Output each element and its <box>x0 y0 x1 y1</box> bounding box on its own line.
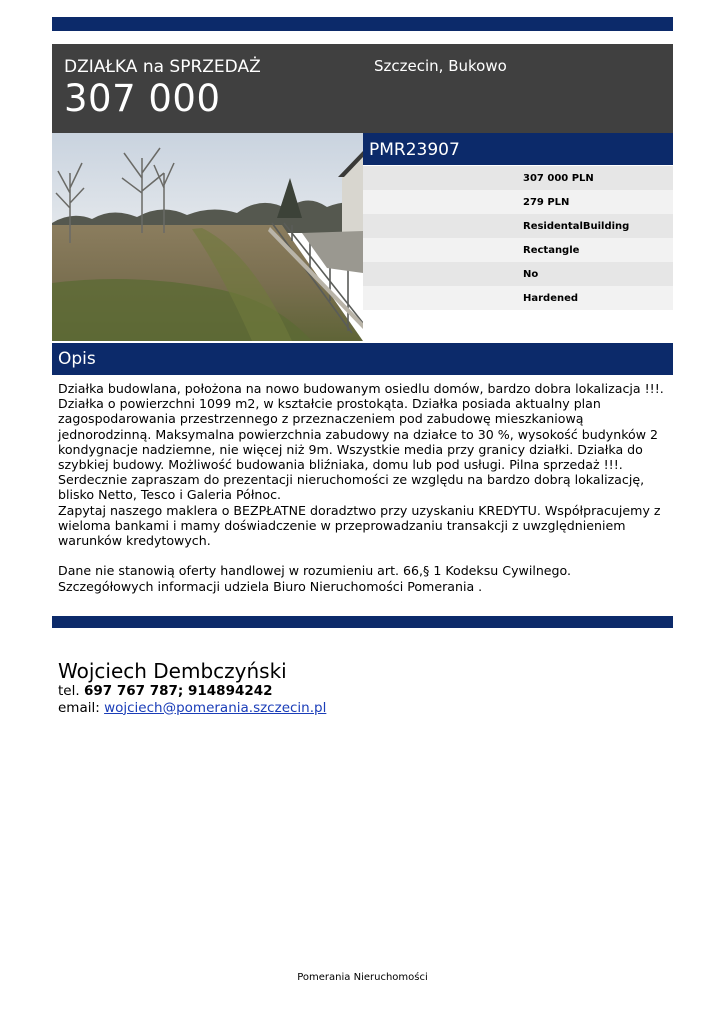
param-row <box>363 166 673 190</box>
offer-type: DZIAŁKA na SPRZEDAŻ <box>64 57 261 77</box>
divider-bar <box>52 616 673 628</box>
agent-name: Wojciech Dembczyński <box>58 659 287 683</box>
property-photo <box>52 133 363 341</box>
offer-ref-header <box>363 133 673 165</box>
param-value: No <box>523 269 539 280</box>
param-row <box>363 238 673 262</box>
description-title: Opis <box>58 349 96 369</box>
phone-label: tel. <box>58 683 80 699</box>
disclaimer: Dane nie stanowią oferty handlowej w rozumieniu art. 66,§ 1 Kodeksu Cywilnego. Szczegółowych informacji udziela Biuro Nieruchomości Pomerania . <box>58 563 572 594</box>
param-value: Hardened <box>523 293 579 304</box>
description-header <box>52 343 673 375</box>
param-row <box>363 214 673 238</box>
param-row <box>363 262 673 286</box>
param-value: ResidentalBuilding <box>523 221 630 232</box>
param-value: 307 000 PLN <box>523 173 594 184</box>
offer-params-table <box>363 166 673 310</box>
agent-email-link[interactable]: wojciech@pomerania.szczecin.pl <box>104 699 327 716</box>
offer-price: 307 000 <box>64 77 221 120</box>
email-label: email: <box>58 699 100 716</box>
offer-location: Szczecin, Bukowo <box>374 57 507 75</box>
offer-header <box>52 44 673 133</box>
offer-ref: PMR23907 <box>369 140 460 160</box>
description-body <box>58 381 670 594</box>
param-row <box>363 286 673 310</box>
param-value: Rectangle <box>523 245 580 256</box>
agent-phone-line <box>58 683 326 700</box>
param-row <box>363 190 673 214</box>
footer-company: Pomerania Nieruchomości <box>297 972 428 983</box>
agent-phone[interactable]: 697 767 787; 914894242 <box>83 683 273 699</box>
description-paragraph: Zapytaj naszego maklera o BEZPŁATNE doradztwo przy uzyskaniu KREDYTU. Współpracujemy z wieloma bankami i mamy doświadczenie w przeprowadzaniu transakcji z uwzględnieniem warunków kredytowych. <box>58 502 661 549</box>
agent-contact <box>58 659 326 716</box>
top-decor-bar <box>52 17 673 31</box>
description-paragraph: Działka budowlana, położona na nowo budowanym osiedlu domów, bardzo dobra lokalizacja !!!. Działka o powierzchni 1099 m2, w kształcie prostokąta. Działka posiada aktualny plan zagospodarowania przestrzennego z przeznaczeniem pod zabudowę mieszkaniową jednorodzinną. Maksymalna powierzchnia zabudowy na działce to 30 %, wysokość budynków 2 kondygnacje nadziemne, nie więcej niż 9m. Wszystkie media przy granicy działki. Działka do szybkiej budowy. Możliwość budowania bliźniaka, domu lub pod usługi. Pilna sprzedaż !!!. Serdecznie zapraszam do prezentacji nieruchomości ze względu na bardzo dobrą lokalizację, blisko Netto, Tesco i Galeria Północ. <box>58 381 664 503</box>
agent-email-line <box>58 700 326 717</box>
param-value: 279 PLN <box>523 197 570 208</box>
